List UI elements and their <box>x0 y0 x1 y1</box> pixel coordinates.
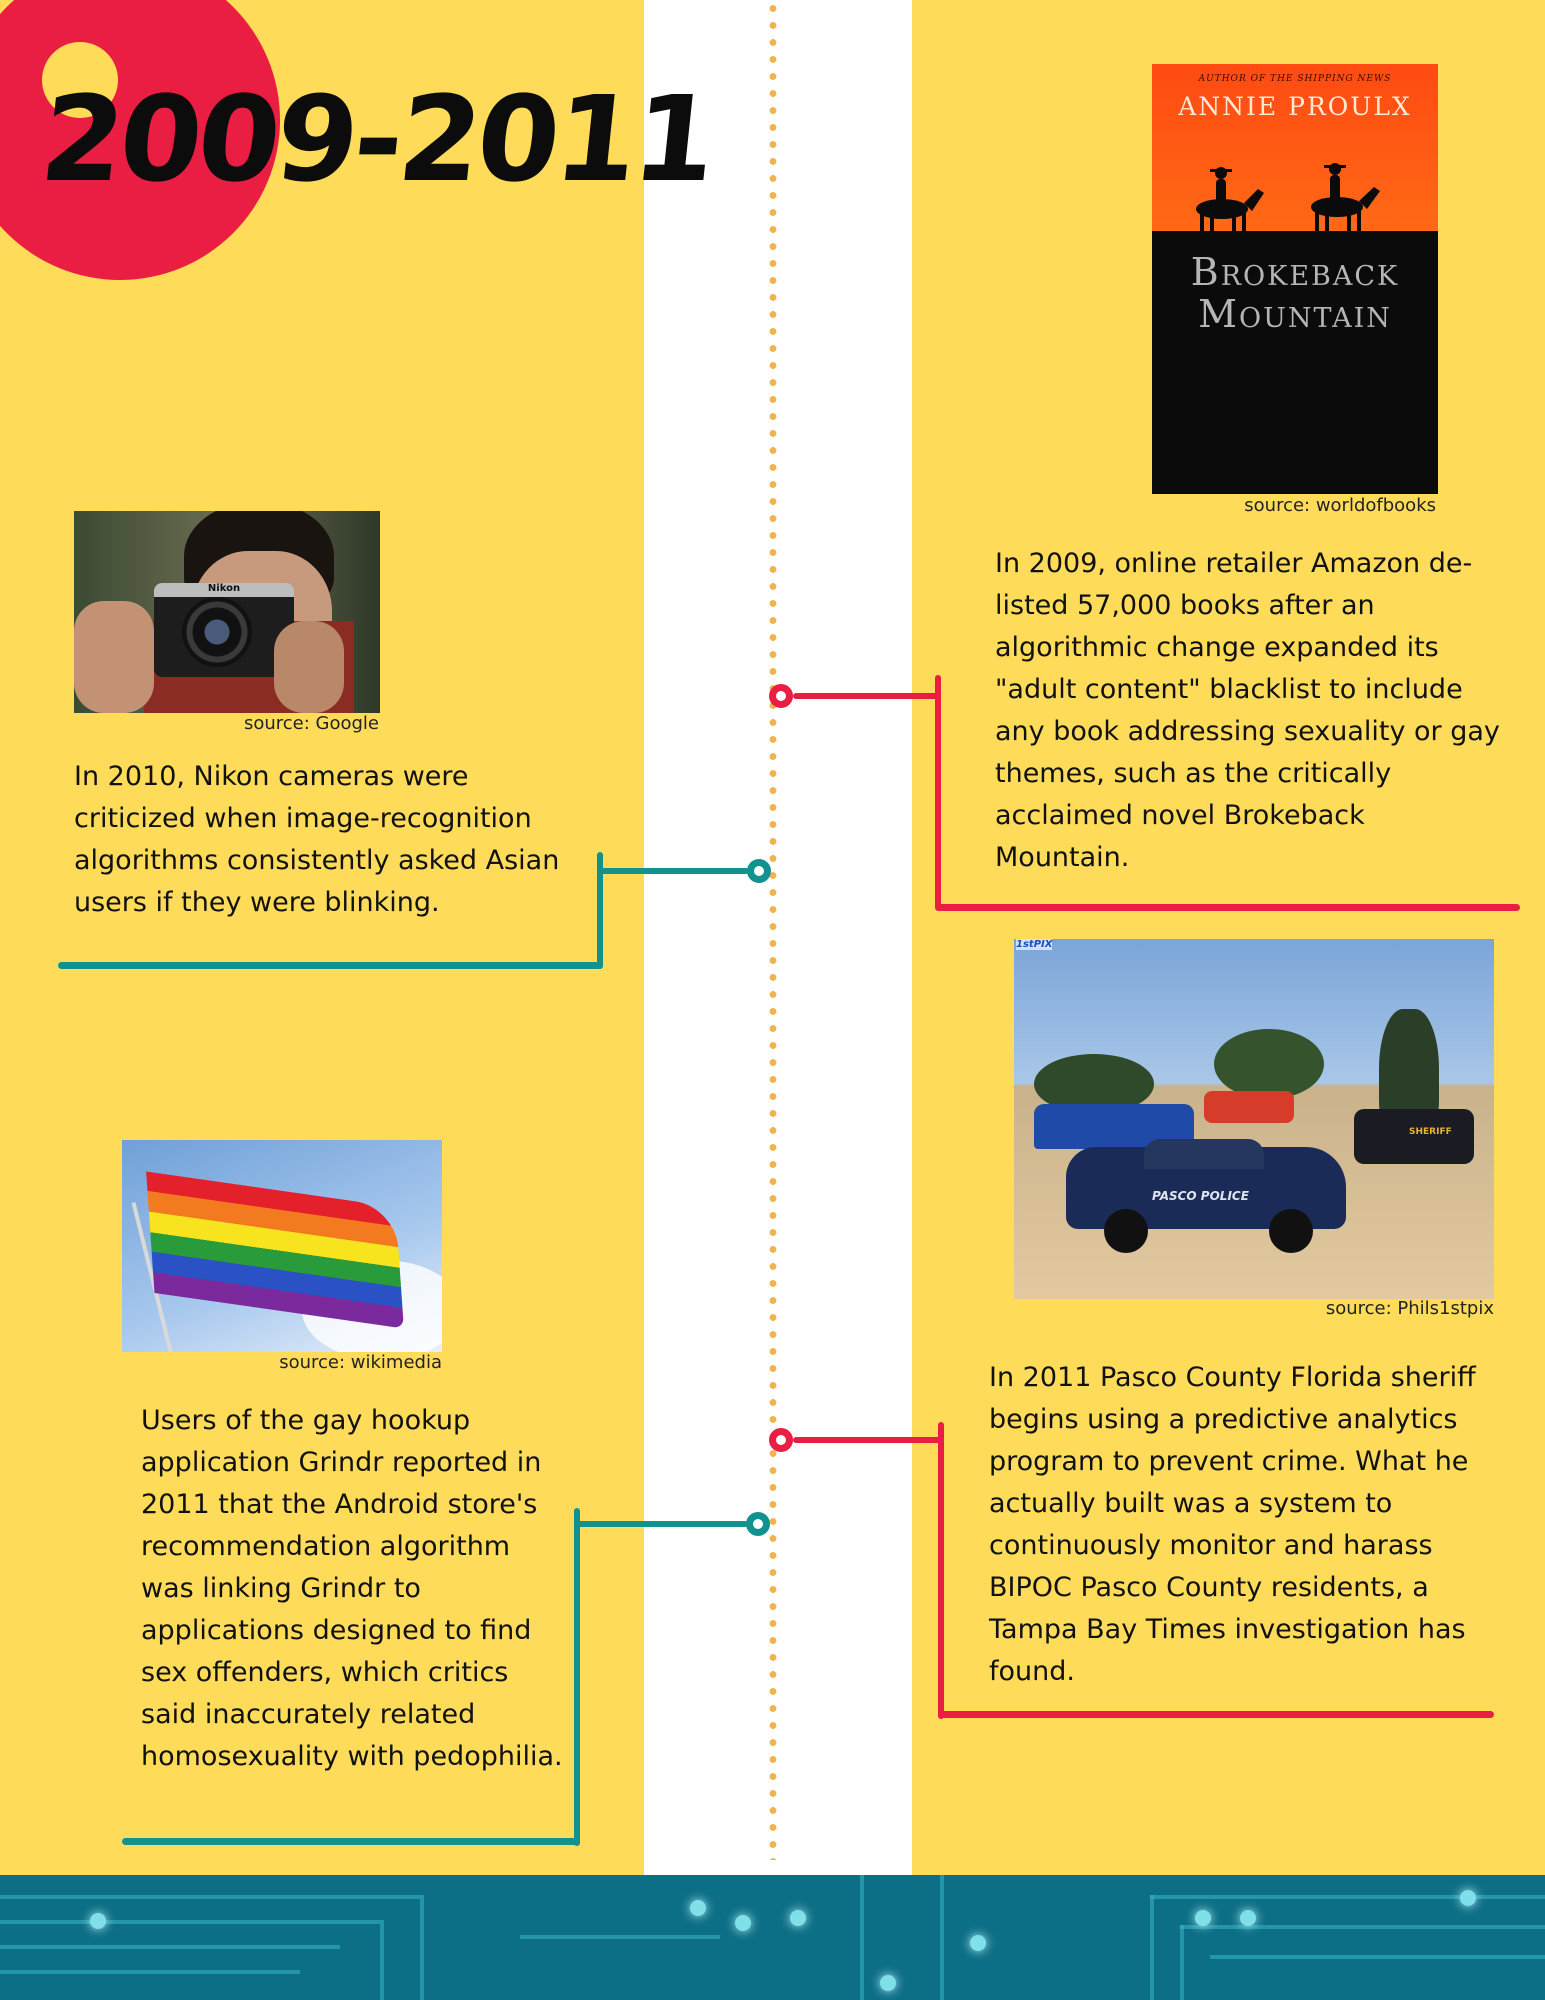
timeline-band <box>644 0 912 1875</box>
book-cover-image <box>1152 64 1438 494</box>
source-worldofbooks: source: worldofbooks <box>1244 495 1436 516</box>
connector-2010-v <box>597 852 603 969</box>
timeline-node-2009 <box>769 684 793 708</box>
book-title-line2: Mountain <box>1198 292 1392 336</box>
connector-2009-base <box>935 904 1520 911</box>
camera-lens <box>182 597 252 667</box>
connector-2010-h <box>597 868 749 874</box>
rainbow-flag <box>146 1171 404 1328</box>
rainbow-flag-photo <box>122 1140 442 1352</box>
book-author: ANNIE PROULX <box>1178 92 1412 121</box>
amazon-entry-text: In 2009, online retailer Amazon de-listed 57,000 books after an algorithmic change expanded its "adult content" blacklist to include any book addressing sexuality or gay themes, such as the critically acclaimed novel Brokeback Mountain. <box>995 548 1500 873</box>
timeline-node-2010 <box>747 859 771 883</box>
pasco-entry-text: In 2011 Pasco County Florida sheriff begins using a predictive analytics program to prevent crime. What he actually built was a system to continuously monitor and harass BIPOC Pasco County residents, a Tampa Bay Times investigation has found. <box>989 1362 1476 1687</box>
source-google: source: Google <box>243 713 379 734</box>
book-title-line1: Brokeback <box>1190 250 1400 294</box>
nikon-photo <box>74 511 380 713</box>
horse-riders-silhouette <box>1152 159 1438 239</box>
red-suv <box>1204 1091 1294 1123</box>
timeline-dotted-line <box>769 0 777 1860</box>
connector-2011-pasco-h <box>793 1437 943 1443</box>
author-line: AUTHOR OF THE SHIPPING NEWS <box>1198 74 1392 84</box>
sheriff-label: SHERIFF <box>1409 1127 1452 1137</box>
grindr-entry-text: Users of the gay hookup application Grindr reported in 2011 that the Android store's recommendation algorithm was linking Grindr to applications designed to find sex offenders, which critics said inaccurately related homosexuality with pedophilia. <box>141 1405 563 1772</box>
connector-2011-pasco-v <box>938 1422 944 1719</box>
timeline-node-2011-pasco <box>769 1428 793 1452</box>
connector-2009-v <box>935 675 941 910</box>
police-cars-photo <box>1014 939 1494 1299</box>
police-car-label: PASCO POLICE <box>1152 1189 1249 1203</box>
nikon-entry-text: In 2010, Nikon cameras were criticized when image-recognition algorithms consistently asked Asian users if they were blinking. <box>74 761 560 918</box>
camera-brand: Nikon <box>207 583 241 594</box>
connector-2011-pasco-base <box>938 1711 1494 1718</box>
connector-2011-grindr-h <box>576 1521 748 1527</box>
connector-2011-grindr-v <box>574 1508 580 1846</box>
source-phils1stpix: source: Phils1stpix <box>1325 1298 1494 1319</box>
timeline-node-2011-grindr <box>746 1512 770 1536</box>
circuit-board-footer <box>0 1875 1545 2000</box>
connector-2010-base <box>58 962 603 969</box>
photo-tag: 1stPIX <box>1016 939 1053 950</box>
connector-2009-h <box>793 693 938 699</box>
connector-2011-grindr-base <box>122 1838 580 1845</box>
page-title: 2009-2011 <box>34 70 720 208</box>
source-wikimedia: source: wikimedia <box>279 1352 442 1373</box>
